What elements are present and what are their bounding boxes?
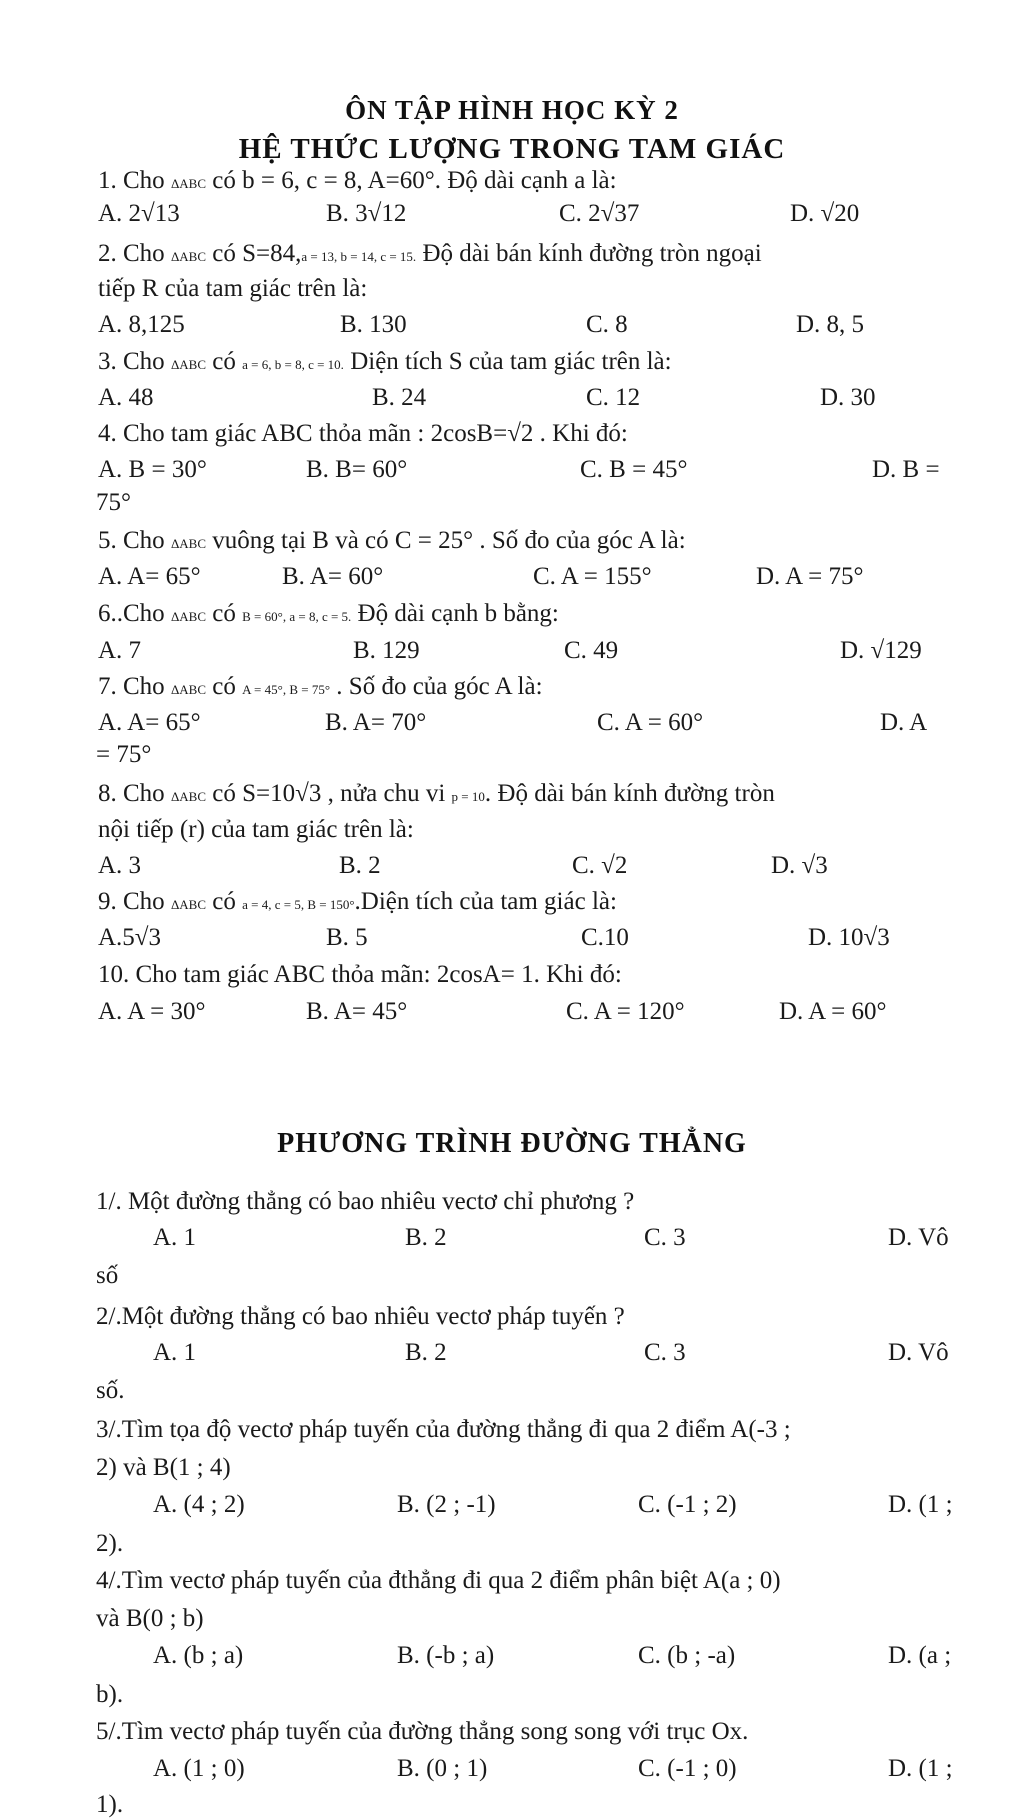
q10-option-c: C. A = 120° [566, 998, 685, 1025]
q10-option-b: B. A= 45° [306, 998, 408, 1025]
q7-option-c: C. A = 60° [597, 709, 704, 736]
question-9: 9. Cho ΔABC có a = 4, c = 5, B = 150°.Diện tích của tam giác là: [98, 888, 617, 915]
question-2: 2. Cho ΔABC có S=84,a = 13, b = 14, c = 15. Độ dài bán kính đường tròn ngoại [98, 240, 762, 267]
q1-option-a: A. 2√13 [98, 200, 180, 227]
q9-option-a: A.5√3 [98, 924, 162, 951]
line-question-5: 5/.Tìm vectơ pháp tuyến của đường thẳng song song với trục Ox. [96, 1718, 749, 1745]
line-question-1: 1/. Một đường thẳng có bao nhiêu vectơ chỉ phương ? [96, 1188, 635, 1215]
p3-option-a: A. (4 ; 2) [153, 1491, 245, 1518]
p3-option-d-wrap: 2). [96, 1530, 124, 1557]
q1-option-b: B. 3√12 [326, 200, 407, 227]
p4-option-d-wrap: b). [96, 1681, 124, 1708]
q8-option-c: C. √2 [572, 852, 628, 879]
q5-option-a: A. A= 65° [98, 563, 201, 590]
q9-option-b: B. 5 [326, 924, 368, 951]
question-7: 7. Cho ΔABC có A = 45°, B = 75° . Số đo của góc A là: [98, 673, 543, 700]
q1-option-d: D. √20 [790, 200, 860, 227]
q5-option-b: B. A= 60° [282, 563, 384, 590]
q9-option-d: D. 10√3 [808, 924, 890, 951]
q8-option-d: D. √3 [771, 852, 828, 879]
p4-option-d: D. (a ; [888, 1642, 952, 1669]
line-question-2: 2/.Một đường thẳng có bao nhiêu vectơ pháp tuyến ? [96, 1303, 625, 1330]
q1-option-c: C. 2√37 [559, 200, 640, 227]
p2-option-c: C. 3 [644, 1339, 686, 1366]
title-triangle-relations: HỆ THỨC LƯỢNG TRONG TAM GIÁC [238, 133, 786, 165]
p4-option-b: B. (-b ; a) [397, 1642, 495, 1669]
p5-option-c: C. (-1 ; 0) [638, 1755, 737, 1782]
q6-option-c: C. 49 [564, 637, 619, 664]
q6-option-b: B. 129 [353, 637, 420, 664]
q8-option-b: B. 2 [339, 852, 381, 879]
title-line-equations: PHƯƠNG TRÌNH ĐƯỜNG THẲNG [277, 1128, 747, 1159]
q4-option-a: A. B = 30° [98, 456, 207, 483]
q2-option-a: A. 8,125 [98, 311, 185, 338]
p5-option-d-wrap: 1). [96, 1791, 124, 1818]
q4-option-b: B. B= 60° [306, 456, 408, 483]
line-question-4-line-2: và B(0 ; b) [96, 1605, 204, 1632]
p4-option-a: A. (b ; a) [153, 1642, 244, 1669]
q7-option-a: A. A= 65° [98, 709, 201, 736]
q5-option-c: C. A = 155° [533, 563, 652, 590]
p3-option-c: C. (-1 ; 2) [638, 1491, 737, 1518]
q2-option-d: D. 8, 5 [796, 311, 865, 338]
q7-option-d-wrap: = 75° [96, 741, 152, 768]
p2-option-b: B. 2 [405, 1339, 447, 1366]
line-question-4: 4/.Tìm vectơ pháp tuyến của đthẳng đi qua 2 điểm phân biệt A(a ; 0) [96, 1567, 781, 1594]
p5-option-d: D. (1 ; [888, 1755, 953, 1782]
p1-option-b: B. 2 [405, 1224, 447, 1251]
q3-option-a: A. 48 [98, 384, 154, 411]
question-8-line-2: nội tiếp (r) của tam giác trên là: [98, 816, 414, 843]
question-5: 5. Cho ΔABC vuông tại B và có C = 25° . Số đo của góc A là: [98, 527, 686, 554]
p1-option-a: A. 1 [153, 1224, 197, 1251]
p2-option-d: D. Vô [888, 1339, 949, 1366]
question-10: 10. Cho tam giác ABC thỏa mãn: 2cosA= 1. Khi đó: [98, 961, 622, 988]
q9-option-c: C.10 [581, 924, 629, 951]
q2-option-b: B. 130 [340, 311, 407, 338]
q2-option-c: C. 8 [586, 311, 628, 338]
q10-option-d: D. A = 60° [779, 998, 887, 1025]
q4-option-d-wrap: 75° [96, 489, 131, 516]
p1-option-d: D. Vô [888, 1224, 949, 1251]
p3-option-d: D. (1 ; [888, 1491, 953, 1518]
p1-option-c: C. 3 [644, 1224, 686, 1251]
question-3: 3. Cho ΔABC có a = 6, b = 8, c = 10. Diện tích S của tam giác trên là: [98, 348, 672, 375]
q4-option-c: C. B = 45° [580, 456, 688, 483]
q7-option-b: B. A= 70° [325, 709, 427, 736]
q3-option-d: D. 30 [820, 384, 876, 411]
question-1: 1. Cho ΔABC có b = 6, c = 8, A=60°. Độ dài cạnh a là: [98, 167, 617, 194]
p2-option-d-wrap: số. [96, 1377, 125, 1404]
p5-option-a: A. (1 ; 0) [153, 1755, 245, 1782]
p1-option-d-wrap: số [96, 1262, 119, 1289]
q6-option-a: A. 7 [98, 637, 142, 664]
q3-option-c: C. 12 [586, 384, 641, 411]
line-question-3-line-2: 2) và B(1 ; 4) [96, 1454, 231, 1481]
line-question-3: 3/.Tìm tọa độ vectơ pháp tuyến của đường thẳng đi qua 2 điểm A(-3 ; [96, 1416, 791, 1443]
question-8: 8. Cho ΔABC có S=10√3 , nửa chu vi p = 10. Độ dài bán kính đường tròn [98, 780, 775, 807]
p4-option-c: C. (b ; -a) [638, 1642, 736, 1669]
q3-option-b: B. 24 [372, 384, 427, 411]
q7-option-d: D. A [880, 709, 928, 736]
q4-option-d: D. B = [872, 456, 940, 483]
q6-option-d: D. √129 [840, 637, 922, 664]
question-6: 6..Cho ΔABC có B = 60°, a = 8, c = 5. Độ dài cạnh b bằng: [98, 600, 559, 627]
q10-option-a: A. A = 30° [98, 998, 206, 1025]
p2-option-a: A. 1 [153, 1339, 197, 1366]
p5-option-b: B. (0 ; 1) [397, 1755, 488, 1782]
p3-option-b: B. (2 ; -1) [397, 1491, 496, 1518]
q5-option-d: D. A = 75° [756, 563, 864, 590]
title-review: ÔN TẬP HÌNH HỌC KỲ 2 [345, 95, 679, 125]
question-2-line-2: tiếp R của tam giác trên là: [98, 275, 368, 302]
question-4: 4. Cho tam giác ABC thỏa mãn : 2cosB=√2 . Khi đó: [98, 420, 628, 447]
q8-option-a: A. 3 [98, 852, 142, 879]
